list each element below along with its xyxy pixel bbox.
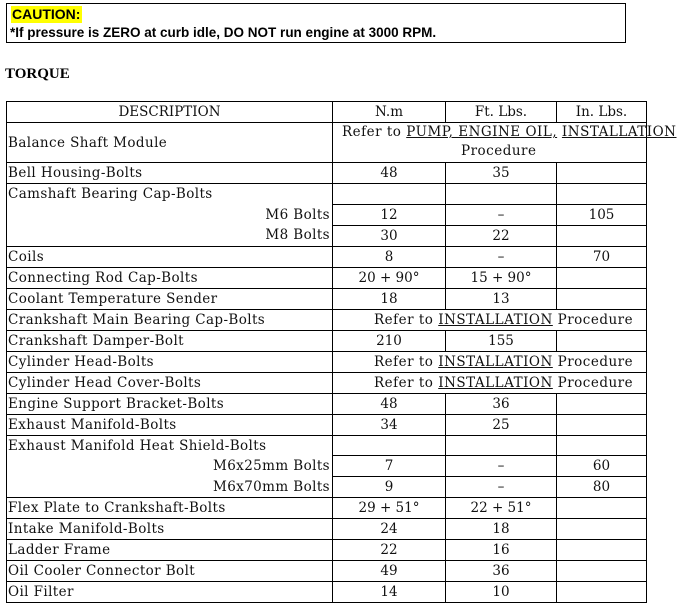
table-row <box>7 498 647 519</box>
table-row <box>7 351 647 372</box>
row-ft: 22 <box>446 225 557 246</box>
ref-suffix: Procedure <box>461 143 537 159</box>
row-desc: Bell Housing-Bolts <box>7 163 333 184</box>
row-nm: 20 + 90° <box>333 267 446 288</box>
table-row <box>7 267 647 288</box>
ref-suffix: Procedure <box>557 353 634 370</box>
row-in <box>557 393 647 414</box>
row-nm: 24 <box>333 519 446 540</box>
caution-text: *If pressure is ZERO at curb idle, DO NOT run engine at 3000 RPM. <box>10 25 437 40</box>
section-title: TORQUE <box>5 66 70 82</box>
row-desc: M6x25mm Bolts <box>7 456 333 477</box>
row-in: 80 <box>557 477 647 498</box>
row-in: 60 <box>557 456 647 477</box>
row-ft: 13 <box>446 288 557 309</box>
table-row <box>7 288 647 309</box>
row-in <box>557 330 647 351</box>
table-row <box>7 372 647 393</box>
row-reference <box>333 372 647 393</box>
row-nm: 48 <box>333 163 446 184</box>
ref-prefix: Refer to <box>374 353 434 370</box>
row-ft: 36 <box>446 393 557 414</box>
table-row <box>7 393 647 414</box>
row-desc: Exhaust Manifold-Bolts <box>7 414 333 435</box>
ref-suffix: Procedure <box>557 374 634 391</box>
row-nm: 12 <box>333 204 446 225</box>
row-desc: Cylinder Head Cover-Bolts <box>7 372 333 393</box>
ref-link-installation[interactable]: INSTALLATION <box>438 374 553 391</box>
ref-prefix: Refer to <box>342 124 402 140</box>
row-desc: M6x70mm Bolts <box>7 477 333 498</box>
row-in <box>557 435 647 456</box>
ref-link-installation[interactable]: INSTALLATION <box>438 311 553 328</box>
torque-table <box>6 101 677 603</box>
row-nm <box>333 184 446 205</box>
row-desc: Coils <box>7 246 333 267</box>
row-in <box>557 225 647 246</box>
caution-label: CAUTION: <box>12 6 81 22</box>
row-ft: 18 <box>446 519 557 540</box>
row-desc: Crankshaft Main Bearing Cap-Bolts <box>7 309 333 330</box>
row-in <box>557 561 647 582</box>
row-desc: Flex Plate to Crankshaft-Bolts <box>7 498 333 519</box>
row-nm: 210 <box>333 330 446 351</box>
table-row <box>7 540 647 561</box>
row-desc: Camshaft Bearing Cap-Bolts <box>7 184 333 205</box>
row-nm: 48 <box>333 393 446 414</box>
row-in: 105 <box>557 204 647 225</box>
table-row <box>7 519 647 540</box>
row-ft: 35 <box>446 163 557 184</box>
row-in <box>557 414 647 435</box>
row-ft: 15 + 90° <box>446 267 557 288</box>
row-desc: Intake Manifold-Bolts <box>7 519 333 540</box>
row-desc: Oil Cooler Connector Bolt <box>7 561 333 582</box>
ref-link-pump[interactable]: PUMP, ENGINE OIL, <box>406 124 558 140</box>
row-ft: 22 + 51° <box>446 498 557 519</box>
header-row <box>7 102 647 123</box>
row-in <box>557 184 647 205</box>
header-inlbs: In. Lbs. <box>557 102 647 123</box>
row-ft: – <box>446 204 557 225</box>
row-nm: 34 <box>333 414 446 435</box>
table-row <box>7 456 647 477</box>
ref-prefix: Refer to <box>374 311 434 328</box>
row-ft <box>446 184 557 205</box>
header-nm: N.m <box>333 102 446 123</box>
row-ft: 10 <box>446 582 557 603</box>
row-nm: 8 <box>333 246 446 267</box>
row-ft: – <box>446 456 557 477</box>
row-desc: Crankshaft Damper-Bolt <box>7 330 333 351</box>
row-nm: 14 <box>333 582 446 603</box>
row-in <box>557 519 647 540</box>
row-in: 70 <box>557 246 647 267</box>
row-reference <box>333 123 677 163</box>
row-desc: Connecting Rod Cap-Bolts <box>7 267 333 288</box>
row-nm: 18 <box>333 288 446 309</box>
row-in <box>557 582 647 603</box>
row-in <box>557 498 647 519</box>
caution-box <box>6 3 626 43</box>
row-desc: M6 Bolts <box>7 204 333 225</box>
row-desc: Balance Shaft Module <box>7 123 333 163</box>
row-desc: Oil Filter <box>7 582 333 603</box>
table-row <box>7 163 647 184</box>
row-reference <box>333 351 647 372</box>
row-desc: Cylinder Head-Bolts <box>7 351 333 372</box>
row-desc: M8 Bolts <box>7 225 333 246</box>
table-row <box>7 225 647 246</box>
row-in <box>557 267 647 288</box>
row-nm: 22 <box>333 540 446 561</box>
table-row <box>7 309 647 330</box>
row-desc: Exhaust Manifold Heat Shield-Bolts <box>7 435 333 456</box>
table-row <box>7 184 647 205</box>
row-ft: 25 <box>446 414 557 435</box>
table-row <box>7 330 647 351</box>
ref-link-installation[interactable]: INSTALLATION <box>438 353 553 370</box>
row-desc: Engine Support Bracket-Bolts <box>7 393 333 414</box>
row-nm: 29 + 51° <box>333 498 446 519</box>
table-row <box>7 582 647 603</box>
table-row <box>7 414 647 435</box>
table-row <box>7 477 647 498</box>
row-ft: 36 <box>446 561 557 582</box>
row-desc: Coolant Temperature Sender <box>7 288 333 309</box>
row-in <box>557 288 647 309</box>
row-nm: 49 <box>333 561 446 582</box>
row-in <box>557 163 647 184</box>
ref-prefix: Refer to <box>374 374 434 391</box>
row-ft: – <box>446 477 557 498</box>
header-ftlbs: Ft. Lbs. <box>446 102 557 123</box>
table-row <box>7 435 647 456</box>
row-reference <box>333 309 647 330</box>
row-nm: 9 <box>333 477 446 498</box>
row-in <box>557 540 647 561</box>
row-ft <box>446 435 557 456</box>
row-nm: 30 <box>333 225 446 246</box>
row-nm: 7 <box>333 456 446 477</box>
row-ft: 16 <box>446 540 557 561</box>
ref-suffix: Procedure <box>557 311 634 328</box>
table-row <box>7 204 647 225</box>
ref-link-installation[interactable]: INSTALLATION <box>561 124 677 140</box>
row-nm <box>333 435 446 456</box>
row-ft: – <box>446 246 557 267</box>
row-desc: Ladder Frame <box>7 540 333 561</box>
table-row <box>7 123 647 163</box>
table-row <box>7 246 647 267</box>
table-row <box>7 561 647 582</box>
row-ft: 155 <box>446 330 557 351</box>
header-description: DESCRIPTION <box>7 102 333 123</box>
